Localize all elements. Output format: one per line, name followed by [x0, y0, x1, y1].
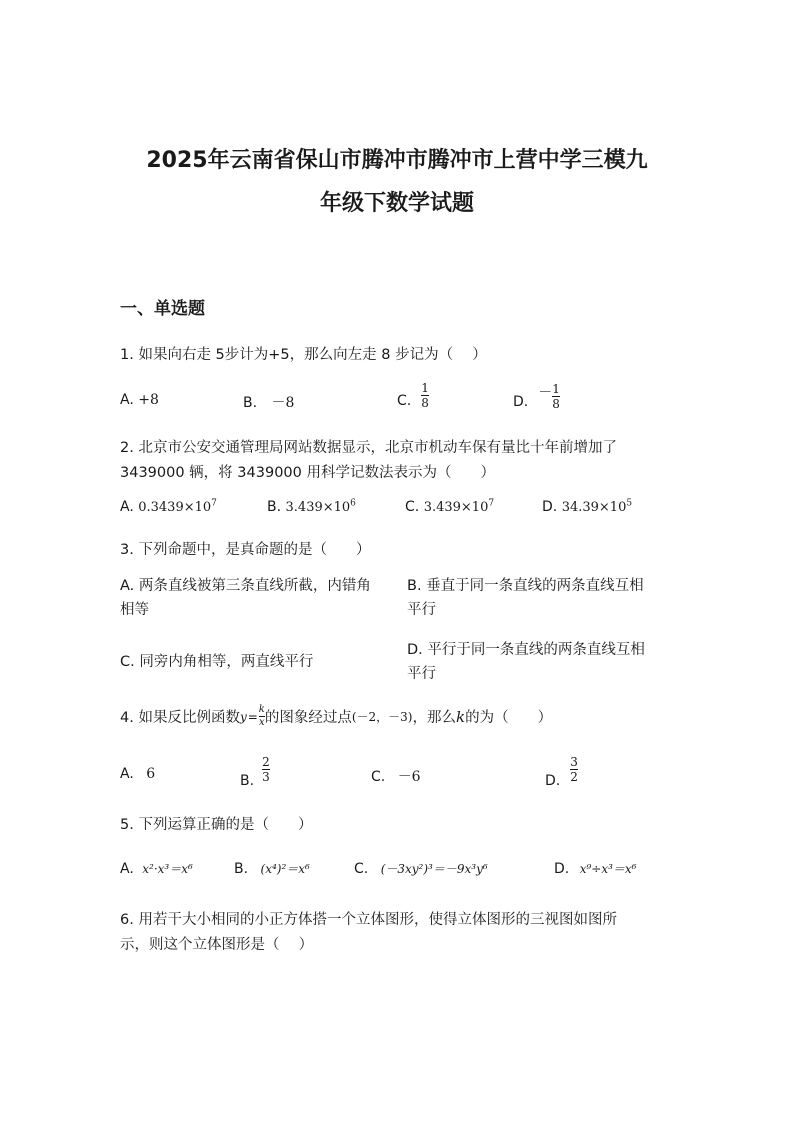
section-heading: 一、单选题 [120, 299, 205, 319]
q1-option-d-fraction [552, 383, 560, 410]
q5-option-a-label: A. [120, 861, 134, 877]
q1-option-a-label: A. [120, 392, 134, 408]
q2-option-a [120, 499, 217, 515]
q3-option-d-line2: 平行 [407, 666, 436, 682]
q1-option-c-numerator: 1 [421, 381, 429, 395]
q4-option-b-numerator: 2 [262, 755, 270, 769]
q4-option-a [120, 766, 155, 782]
question-1-stem: 1. 如果向右走 5步计为+5，那么向左走 8 步记为（ ） [120, 347, 487, 363]
q5-option-c-label: C. [354, 861, 369, 877]
q1-option-a [120, 392, 159, 408]
q5-option-a-expr: x²·x³＝x⁶ [142, 862, 193, 876]
q5-option-d [554, 860, 636, 877]
q4-option-d-fraction [570, 756, 578, 783]
q2-option-c [405, 499, 494, 515]
q5-option-b-label: B. [234, 861, 249, 877]
q4-stem-middle: 的图象经过点 [264, 710, 352, 726]
q2-option-a-exponent: 7 [211, 498, 217, 509]
q3-option-a-line2: 相等 [120, 602, 149, 618]
q5-option-c [354, 860, 488, 877]
q2-option-c-exponent: 7 [488, 498, 495, 509]
q5-option-d-label: D. [554, 861, 570, 877]
q4-option-a-label: A. [120, 766, 134, 782]
q2-option-d-base: 34.39×10 [561, 500, 627, 515]
q1-option-d-sign: － [538, 385, 553, 401]
q4-func-y: y [239, 709, 247, 724]
question-5-stem: 5. 下列运算正确的是（ ） [120, 817, 313, 833]
q1-option-b-label: B. [243, 395, 258, 411]
q4-option-d-numerator: 3 [570, 755, 578, 769]
q1-option-c-denominator: 8 [421, 396, 429, 410]
q2-option-d-label: D. [542, 499, 558, 515]
question-3-stem: 3. 下列命题中，是真命题的是（ ） [120, 542, 371, 558]
q5-option-d-expr: x⁹÷x³＝x⁶ [579, 862, 637, 876]
q1-option-a-value: +8 [138, 392, 159, 408]
q1-option-c-label: C. [397, 393, 412, 409]
q2-option-d [542, 499, 632, 515]
q1-option-c-fraction [421, 382, 429, 409]
q5-option-c-expr: (－3xy²)³＝－9x³y⁶ [380, 862, 488, 876]
q2-option-b-exponent: 6 [350, 498, 356, 509]
q4-option-c [371, 766, 421, 786]
q4-option-b [240, 756, 270, 789]
question-2-stem-line1: 2. 北京市公安交通管理局网站数据显示，北京市机动车保有量比十年前增加了 [120, 440, 617, 456]
q4-option-d-denominator: 2 [570, 770, 578, 784]
q4-stem-post1: ，那么 [412, 710, 456, 726]
q1-option-d [513, 382, 560, 410]
q4-point: (－2，－3) [351, 710, 413, 724]
q1-option-d-numerator: 1 [552, 382, 560, 396]
q2-option-c-label: C. [405, 499, 420, 515]
page-title-line1: 2025年云南省保山市腾冲市腾冲市上营中学三模九 [146, 148, 648, 173]
q1-option-b [243, 392, 294, 412]
q3-option-b-line1: B. 垂直于同一条直线的两条直线互相 [407, 578, 644, 594]
q4-option-b-fraction [262, 756, 270, 783]
q4-option-d [545, 756, 578, 789]
q2-option-b-label: B. [267, 499, 282, 515]
question-2-stem-line2: 3439000 辆，将 3439000 用科学记数法表示为（ ） [120, 465, 495, 481]
q4-stem-post2: 的为（ ） [465, 710, 553, 726]
q3-option-c: C. 同旁内角相等，两直线平行 [120, 654, 314, 670]
q2-option-d-exponent: 5 [626, 498, 633, 509]
question-6-stem-line2: 示，则这个立体图形是（ ） [120, 937, 314, 953]
q3-option-d-line1: D. 平行于同一条直线的两条直线互相 [407, 642, 645, 658]
q4-func-denominator: x [259, 717, 265, 728]
q1-option-b-value: －8 [271, 395, 295, 411]
q2-option-b-base: 3.439×10 [285, 500, 351, 515]
q3-option-b-line2: 平行 [407, 602, 436, 618]
q2-option-a-base: 0.3439×10 [138, 500, 212, 515]
question-6-stem-line1: 6. 用若干大小相同的小正方体搭一个立体图形，使得立体图形的三视图如图所 [120, 912, 617, 928]
question-4-stem [120, 705, 552, 728]
q1-option-d-label: D. [513, 394, 529, 410]
q2-option-a-label: A. [120, 499, 134, 515]
q5-option-b [234, 860, 310, 877]
q2-option-b [267, 499, 356, 515]
q1-option-d-denominator: 8 [552, 397, 560, 411]
q3-option-a-line1: A. 两条直线被第三条直线所截，内错角 [120, 578, 371, 594]
q4-option-d-label: D. [545, 773, 561, 789]
q5-option-a [120, 860, 193, 877]
q2-option-c-base: 3.439×10 [423, 500, 489, 515]
q4-func-numerator: k [258, 704, 265, 715]
q4-option-b-denominator: 3 [262, 770, 270, 784]
q4-func-eq: = [247, 709, 258, 724]
q1-option-c [397, 382, 429, 409]
q4-k: k [456, 707, 466, 726]
q4-stem-prefix: 4. 如果反比例函数 [120, 710, 240, 726]
q4-option-c-value: －6 [397, 769, 421, 785]
q4-option-b-label: B. [240, 773, 255, 789]
q4-option-c-label: C. [371, 769, 386, 785]
page-title-line2: 年级下数学试题 [319, 191, 474, 216]
q5-option-b-expr: (x⁴)²＝x⁶ [260, 862, 310, 876]
q4-option-a-value: 6 [146, 766, 156, 782]
